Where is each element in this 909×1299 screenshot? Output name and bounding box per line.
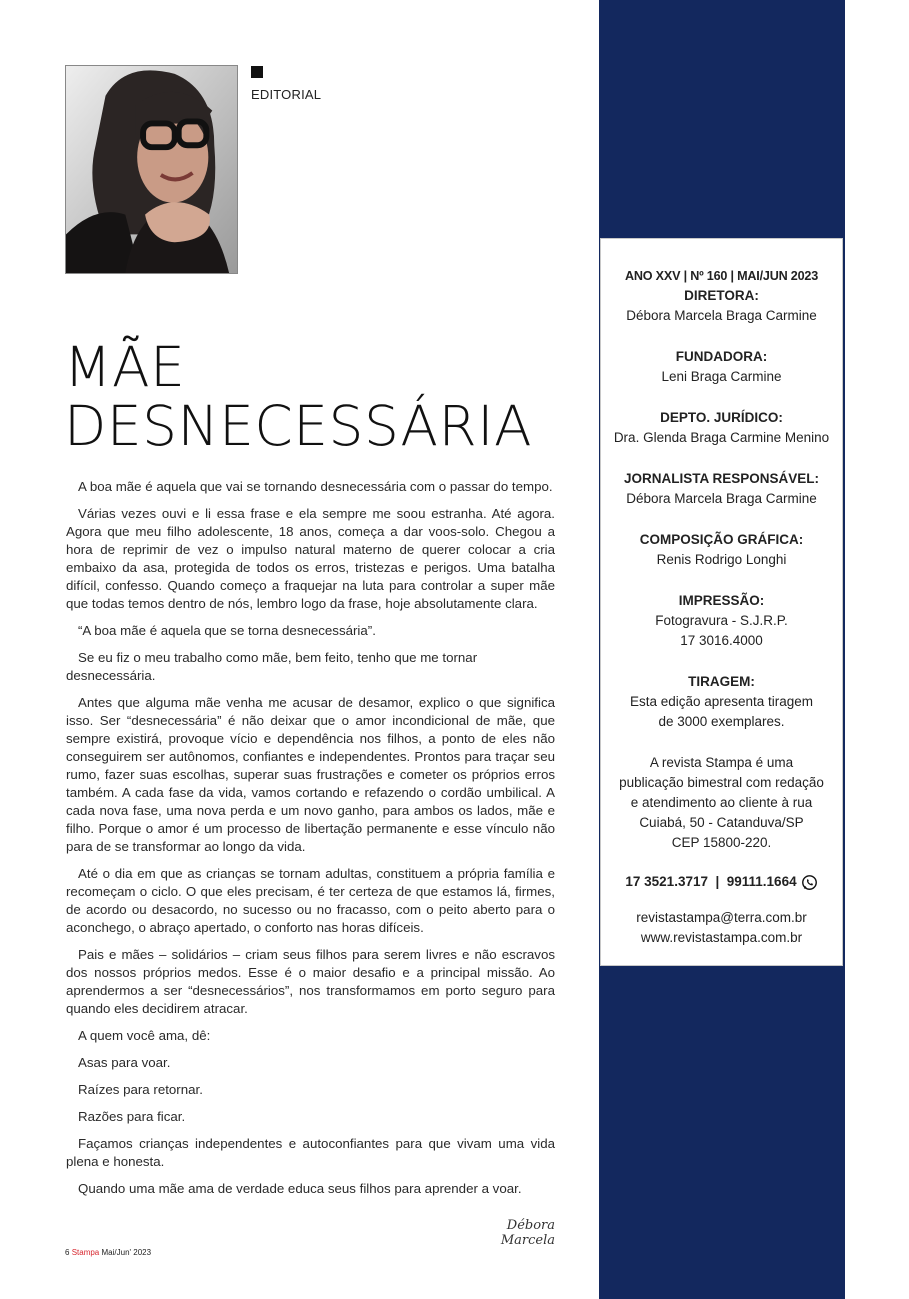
founder-role: FUNDADORA: (675, 349, 768, 364)
run-text-1: Esta edição apresenta tiragem (629, 694, 814, 709)
author-signature: Débora Marcela (500, 1218, 555, 1248)
run-text-2: de 3000 exemplares. (658, 714, 785, 729)
headline-line-2: DESNECESSÁRIA (64, 394, 533, 458)
masthead-about (601, 753, 842, 853)
about-line: publicação bimestral com redação (619, 775, 824, 790)
journalist-role: JORNALISTA RESPONSÁVEL: (623, 471, 820, 486)
article-paragraph: Asas para voar. (78, 1055, 171, 1070)
folio-issue: Mai/Jun' 2023 (101, 1248, 152, 1257)
journalist-name: Débora Marcela Braga Carmine (626, 491, 817, 506)
article-paragraph: Razões para ficar. (78, 1109, 186, 1124)
masthead-graphic (601, 530, 842, 570)
masthead-print (601, 591, 842, 651)
article-paragraph: “A boa mãe é aquela que se torna desnecessária”. (78, 623, 376, 638)
section-label: EDITORIAL (251, 87, 322, 102)
issue-line: ANO XXV | Nº 160 | MAI/JUN 2023 (624, 269, 819, 283)
graphic-role: COMPOSIÇÃO GRÁFICA: (639, 532, 804, 547)
about-line: CEP 15800-220. (671, 835, 772, 850)
author-photo (65, 65, 238, 274)
print-name: Fotogravura - S.J.R.P. (655, 613, 788, 628)
contact-phones (601, 872, 842, 892)
article-paragraph: Até o dia em que as crianças se tornam adultas, constituem a própria família e recomeçam o ciclo. O que eles precisam, é ter certeza de que estamos lá, firmes, de acordo ou desacordo, no sucesso ou no fracasso, com o peito aberto para o aconchego, o abraço apertado, o conforto nas horas difíceis. (66, 866, 555, 935)
director-role: DIRETORA: (684, 288, 759, 303)
masthead-director (601, 266, 842, 326)
page-folio (65, 1248, 151, 1257)
masthead-journalist (601, 469, 842, 509)
director-name: Débora Marcela Braga Carmine (626, 308, 817, 323)
run-role: TIRAGEM: (688, 674, 755, 689)
print-phone: 17 3016.4000 (680, 633, 763, 648)
article-paragraph: Pais e mães – solidários – criam seus filhos para serem livres e não escravos dos nossos próprios medos. Esse é o maior desafio e a principal missão. Ao aprendermos a ser “desnecessários”, nos transformamos em porto seguro para quando eles decidirem atracar. (66, 947, 555, 1016)
contact-website[interactable]: www.revistastampa.com.br (640, 930, 803, 945)
article-paragraph: Quando uma mãe ama de verdade educa seus filhos para aprender a voar. (78, 1181, 522, 1196)
article-paragraph: Várias vezes ouvi e li essa frase e ela sempre me soou estranha. Até agora. Agora que meu filho adolescente, 18 anos, começa a dar voos-solo. Chegou a hora de reprimir de vez o impulso natural materno de querer colocar a cria embaixo da asa, protegida de todos os erros, tristezas e perigos. Uma batalha difícil, confesso. Quando começo a fraquejar na luta para controlar a super mãe que todas temos dentro de nós, lembro logo da frase, hoje absolutamente clara. (66, 506, 555, 611)
article-paragraph: Antes que alguma mãe venha me acusar de desamor, explico o que significa isso. Ser “desnecessária” é não deixar que o amor incondicional de mãe, que sempre existirá, provoque vício e dependência nos filhos, a ponto de eles não conseguirem ser autônomos, confiantes e independentes. Prontos para traçar seu rumo, fazer suas escolhas, superar suas frustrações e cometer os próprios erros também. A cada fase da vida, vamos cortando e refazendo o cordão umbilical. A cada nova fase, uma nova perda e um novo ganho, para ambos os lados, mãe e filho. Porque o amor é um processo de libertação permanente e esse vínculo não para de se transformar ao longo da vida. (66, 695, 555, 854)
print-role: IMPRESSÃO: (678, 593, 765, 608)
folio-brand: Stampa (71, 1248, 100, 1257)
masthead-founder (601, 347, 842, 387)
article-paragraph: Se eu fiz o meu trabalho como mãe, bem feito, tenho que me tornar desnecessária. (66, 650, 478, 683)
whatsapp-icon (801, 874, 818, 891)
article-paragraph: Façamos crianças independentes e autoconfiantes para que vivam uma vida plena e honesta. (66, 1136, 555, 1169)
contact-email[interactable]: revistastampa@terra.com.br (636, 910, 807, 925)
founder-name: Leni Braga Carmine (661, 369, 782, 384)
graphic-name: Renis Rodrigo Longhi (656, 552, 787, 567)
article-body (66, 478, 555, 1207)
legal-role: DEPTO. JURÍDICO: (660, 410, 783, 425)
article-paragraph: A quem você ama, dê: (78, 1028, 211, 1043)
masthead-legal (601, 408, 842, 448)
page-number: 6 (65, 1248, 70, 1257)
article-paragraph: A boa mãe é aquela que vai se tornando desnecessária com o passar do tempo. (78, 479, 553, 494)
about-line: Cuiabá, 50 - Catanduva/SP (639, 815, 804, 830)
about-line: e atendimento ao cliente à rua (630, 795, 813, 810)
section-marker (251, 66, 263, 78)
legal-name: Dra. Glenda Braga Carmine Menino (613, 430, 830, 445)
about-line: A revista Stampa é uma (649, 755, 794, 770)
headline-line-1: MÃE (64, 335, 186, 399)
article-paragraph: Raízes para retornar. (78, 1082, 203, 1097)
article-headline (64, 335, 584, 458)
masthead-run (601, 672, 842, 732)
masthead-box (600, 238, 843, 966)
phone-numbers: 17 3521.3717 | 99111.1664 (625, 874, 797, 889)
